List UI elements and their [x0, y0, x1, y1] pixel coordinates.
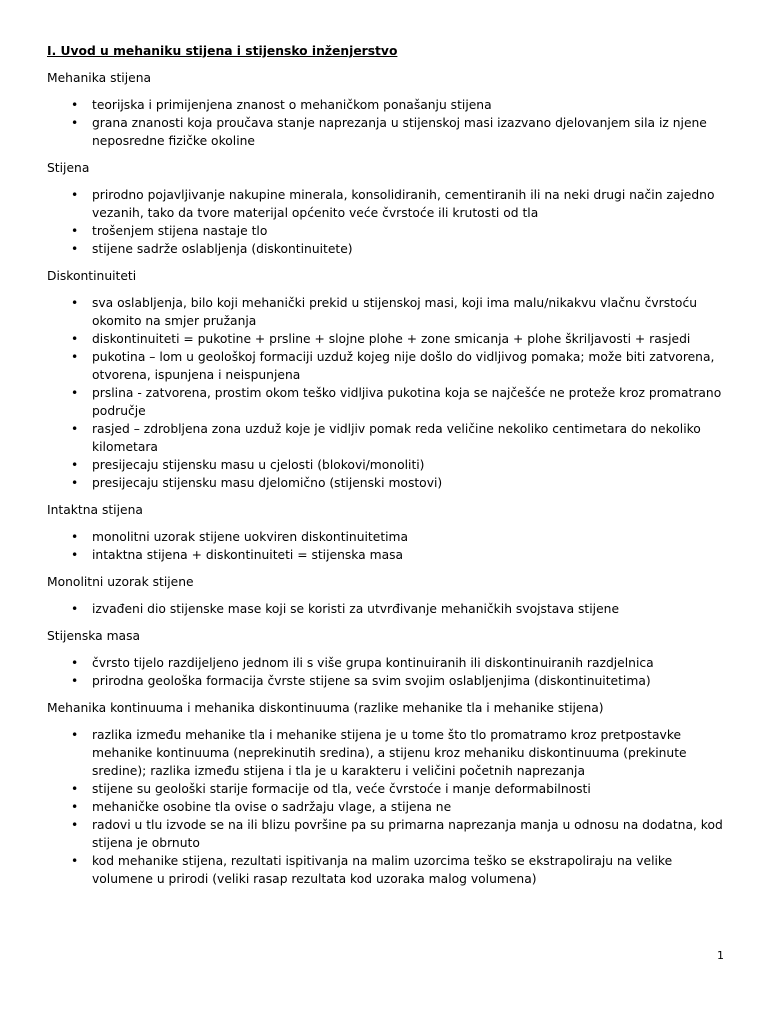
list-item: • stijene su geološki starije formacije od tla, veće čvrstoće i manje deformabilnosti: [47, 780, 727, 798]
bullet-list: [47, 600, 727, 618]
list-item: • grana znanosti koja proučava stanje naprezanja u stijenskoj masi izazvano djelovanjem sila iz njene neposredne fizičke okoline: [47, 114, 727, 150]
section-heading: Mehanika stijena: [47, 71, 152, 85]
list-item: • trošenjem stijena nastaje tlo: [47, 222, 727, 240]
list-item: • kod mehanike stijena, rezultati ispitivanja na malim uzorcima teško se ekstrapoliraju na velike volumene u prirodi (veliki rasap rezultata kod uzoraka malog volumena): [47, 852, 727, 888]
list-item: • radovi u tlu izvode se na ili blizu površine pa su primarna naprezanja manja u odnosu na dodatna, kod stijena je obrnuto: [47, 816, 727, 852]
document-body: [47, 42, 727, 897]
bullet-list: [47, 726, 727, 888]
bullet-list: [47, 96, 727, 150]
list-item: • prslina - zatvorena, prostim okom teško vidljiva pukotina koja se najčešće ne proteže kroz promatrano područje: [47, 384, 727, 420]
sections-container: [47, 69, 727, 888]
list-item: • prirodno pojavljivanje nakupine minerala, konsolidiranih, cementiranih ili na neki drugi način zajedno vezanih, tako da tvore materijal općenito veće čvrstoće ili krutosti od tla: [47, 186, 727, 222]
list-item: • monolitni uzorak stijene uokviren diskontinuitetima: [47, 528, 727, 546]
list-item: • prirodna geološka formacija čvrste stijene sa svim svojim oslabljenjima (diskontinuitetima): [47, 672, 727, 690]
list-item: • rasjed – zdrobljena zona uzduž koje je vidljiv pomak reda veličine nekoliko centimetara do nekoliko kilometara: [47, 420, 727, 456]
page-number: 1: [717, 949, 724, 962]
section-heading: Intaktna stijena: [47, 503, 143, 517]
bullet-list: [47, 654, 727, 690]
list-item: • izvađeni dio stijenske mase koji se koristi za utvrđivanje mehaničkih svojstava stijene: [47, 600, 727, 618]
list-item: • teorijska i primijenjena znanost o mehaničkom ponašanju stijena: [47, 96, 727, 114]
list-item: • stijene sadrže oslabljenja (diskontinuitete): [47, 240, 727, 258]
section-heading: Stijena: [47, 161, 90, 175]
list-item: • čvrsto tijelo razdijeljeno jednom ili s više grupa kontinuiranih ili diskontinuiranih razdjelnica: [47, 654, 727, 672]
list-item: • intaktna stijena + diskontinuiteti = stijenska masa: [47, 546, 727, 564]
section-heading: Stijenska masa: [47, 629, 141, 643]
document-title: I. Uvod u mehaniku stijena i stijensko inženjerstvo: [47, 44, 398, 58]
list-item: • pukotina – lom u geološkoj formaciji uzduž kojeg nije došlo do vidljivog pomaka; može biti zatvorena, otvorena, ispunjena i neispunjena: [47, 348, 727, 384]
section-heading: Diskontinuiteti: [47, 269, 137, 283]
section-heading: Monolitni uzorak stijene: [47, 575, 194, 589]
section-heading: Mehanika kontinuuma i mehanika diskontinuuma (razlike mehanike tla i mehanike stijena): [47, 701, 604, 715]
bullet-list: [47, 186, 727, 258]
list-item: • razlika između mehanike tla i mehanike stijena je u tome što tlo promatramo kroz pretpostavke mehanike kontinuuma (neprekinutih sredina), a stijenu kroz mehaniku diskontinuuma (prekinute sredine); razlika između stijena i tla je u karakteru i veličini početnih naprezanja: [47, 726, 727, 780]
list-item: • sva oslabljenja, bilo koji mehanički prekid u stijenskoj masi, koji ima malu/nikakvu vlačnu čvrstoću okomito na smjer pružanja: [47, 294, 727, 330]
list-item: • mehaničke osobine tla ovise o sadržaju vlage, a stijena ne: [47, 798, 727, 816]
list-item: • presijecaju stijensku masu u cjelosti (blokovi/monoliti): [47, 456, 727, 474]
list-item: • presijecaju stijensku masu djelomično (stijenski mostovi): [47, 474, 727, 492]
bullet-list: [47, 528, 727, 564]
list-item: • diskontinuiteti = pukotine + prsline + slojne plohe + zone smicanja + plohe škriljavosti + rasjedi: [47, 330, 727, 348]
bullet-list: [47, 294, 727, 492]
